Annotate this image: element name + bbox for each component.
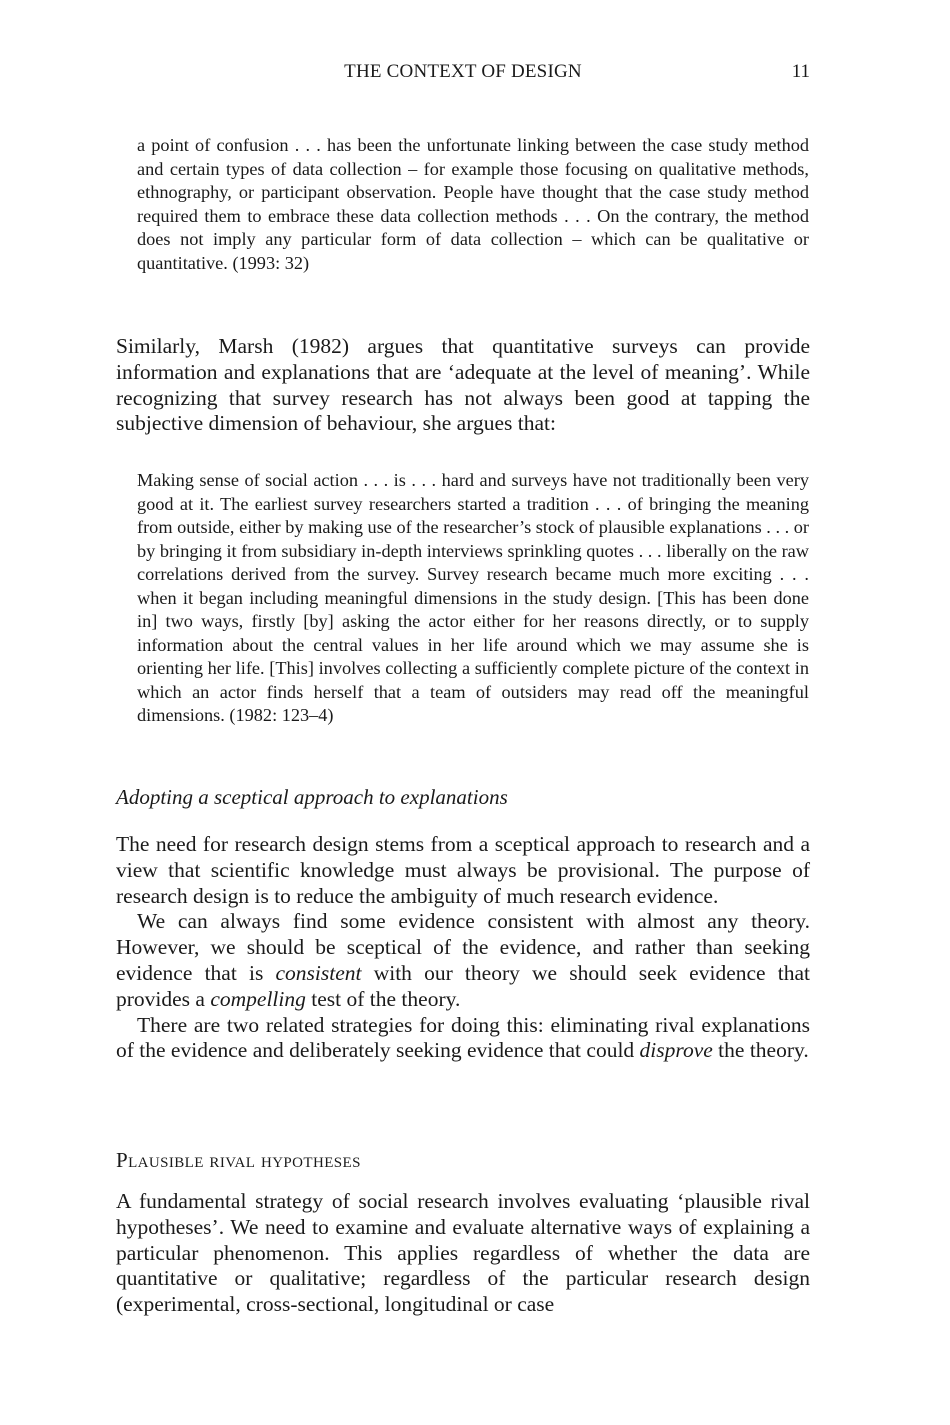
text-run: We can always find some evidence consistent with almost any theory. However, we should be sceptical of the evidence, and rather than seeking evidence that is — [116, 909, 810, 985]
paragraph-marsh — [116, 334, 810, 437]
text-run: with our theory we should seek evidence that provides a — [116, 960, 810, 1011]
paragraph-need: The need for research design stems from a sceptical approach to research and a view that scientific knowledge must always be provisional. The purpose of research design is to reduce the ambiguity of much research evidence. — [116, 832, 810, 908]
emphasis-disprove: disprove — [639, 1038, 713, 1063]
section-heading: Adopting a sceptical approach to explanations — [116, 785, 508, 809]
text-run: test of the theory. — [305, 986, 461, 1011]
paragraph-fundamental — [116, 1189, 810, 1318]
emphasis-compelling: compelling — [210, 986, 306, 1011]
block-quote-marsh — [137, 469, 809, 728]
page-header — [116, 60, 810, 84]
paragraph-text: A fundamental strategy of social research involves evaluating ‘plausible rival hypotheses’. We need to examine and evaluate alternative ways of explaining a particular phenomenon. This applies regardless of whether the data are quantitative or qualitative; regardless of the particular research design (experimental, cross-sectional, longitudinal or case — [116, 1189, 810, 1317]
page-number: 11 — [791, 61, 810, 82]
quote-text: a point of confusion . . . has been the unfortunate linking between the case study method and certain types of data collection – for example those focusing on qualitative methods, ethnography, or participant observation. People have thought that the case study method required them to embrace these data collection methods . . . On the contrary, the method does not imply any particular form of data collection – which can be qualitative or quantitative. (1993: 32) — [137, 135, 809, 273]
text-run: the theory. — [712, 1038, 809, 1063]
section-body — [116, 832, 810, 1064]
block-quote-case-study — [137, 134, 809, 275]
quote-text: Making sense of social action . . . is . . . hard and surveys have not traditionally been very good at it. The earliest survey researchers started a tradition . . . of bringing the meaning from outside, either by making use of the researcher’s stock of plausible explanations . . . or by bringing it from subsidiary in-depth interviews sprinkling quotes . . . liberally on the raw correlations derived from the survey. Survey research became much more exciting . . . when it began including meaningful dimensions in the study design. [This has been done in] two ways, firstly [by] asking the actor either for her reasons directly, or to supply information about the central values in her life around which we may assume she is orienting her life. [This] involves collecting a sufficiently complete picture of the context in which an actor finds herself that a team of outsiders may read off the meaningful dimensions. (1982: 123–4) — [137, 470, 809, 725]
paragraph-text: Similarly, Marsh (1982) argues that quantitative surveys can provide information and explanations that are ‘adequate at the level of meaning’. While recognizing that survey research has not always been good at tapping the subjective dimension of behaviour, she argues that: — [116, 334, 810, 436]
paragraph-evidence — [116, 909, 810, 1012]
subsection-heading: Plausible rival hypotheses — [116, 1148, 361, 1172]
paragraph-strategies — [116, 1013, 810, 1065]
emphasis-consistent: consistent — [275, 960, 362, 985]
text-run: There are two related strategies for doing this: eliminating rival explanations of the evidence and deliberately seeking evidence that could — [116, 1012, 810, 1063]
running-head: THE CONTEXT OF DESIGN — [344, 61, 582, 82]
